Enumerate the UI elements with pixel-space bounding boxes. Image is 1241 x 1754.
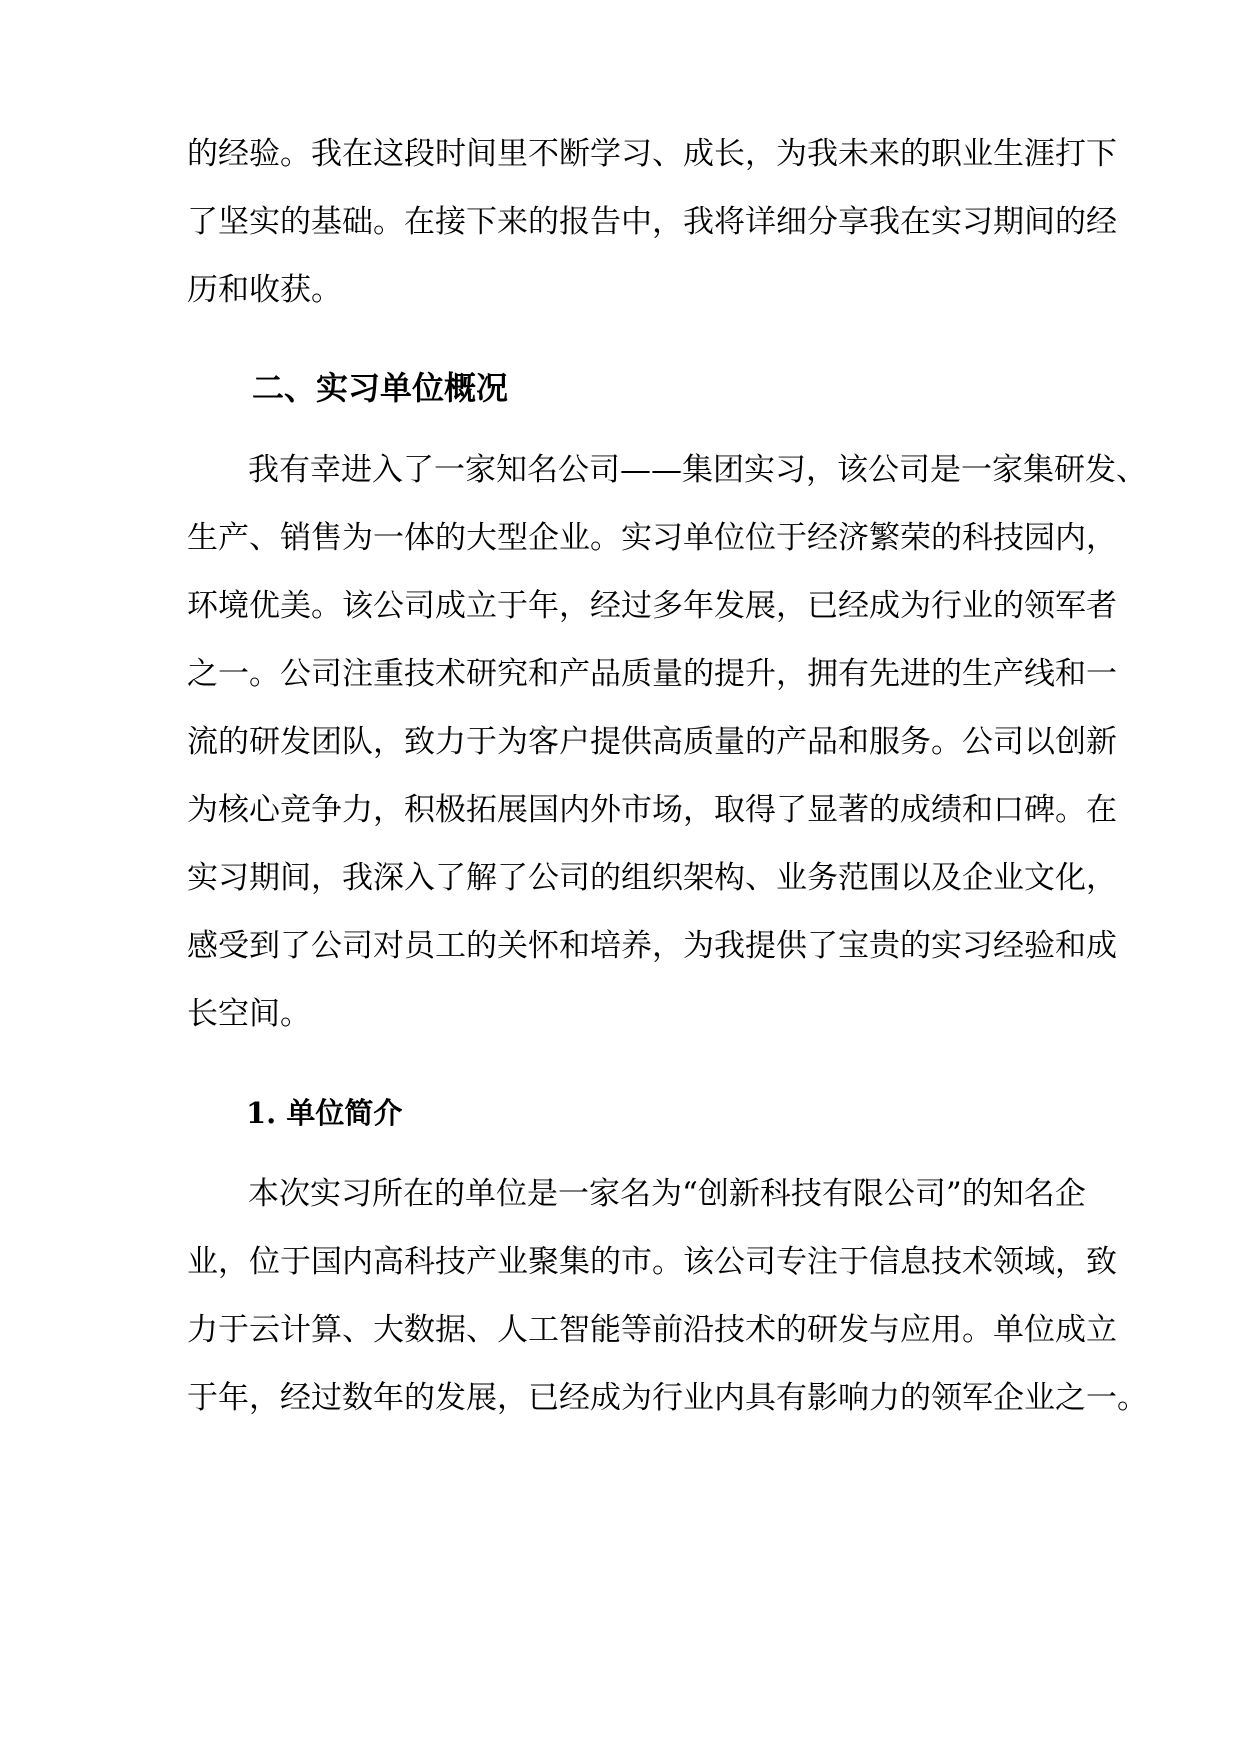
section2-line-6: 为核心竞争力，积极拓展国内外市场，取得了显著的成绩和口碑。在 bbox=[187, 792, 1117, 828]
subsection-line-3: 力于云计算、大数据、人工智能等前沿技术的研发与应用。单位成立 bbox=[187, 1312, 1117, 1348]
subsection-heading: 1. 单位简介 bbox=[246, 1096, 403, 1130]
section2-line-4: 之一。公司注重技术研究和产品质量的提升，拥有先进的生产线和一 bbox=[187, 656, 1117, 692]
section2-line-5: 流的研发团队，致力于为客户提供高质量的产品和服务。公司以创新 bbox=[187, 724, 1117, 760]
section2-line-7: 实习期间，我深入了解了公司的组织架构、业务范围以及企业文化， bbox=[187, 860, 1117, 896]
intro-line-3: 历和收获。 bbox=[187, 272, 342, 308]
intro-line-2: 了坚实的基础。在接下来的报告中，我将详细分享我在实习期间的经 bbox=[187, 204, 1117, 240]
section2-line-3: 环境优美。该公司成立于年，经过多年发展，已经成为行业的领军者 bbox=[187, 588, 1117, 624]
section2-line-1: 我有幸进入了一家知名公司——集团实习，该公司是一家集研发、 bbox=[248, 452, 1147, 488]
subsection-line-2: 业，位于国内高科技产业聚集的市。该公司专注于信息技术领域，致 bbox=[187, 1244, 1117, 1280]
subsection-line-1: 本次实习所在的单位是一家名为“创新科技有限公司”的知名企 bbox=[248, 1176, 1086, 1212]
subsection-line-4: 于年，经过数年的发展，已经成为行业内具有影响力的领军企业之一。 bbox=[187, 1380, 1148, 1416]
section2-line-2: 生产、销售为一体的大型企业。实习单位位于经济繁荣的科技园内， bbox=[187, 520, 1117, 556]
section2-line-9: 长空间。 bbox=[187, 996, 311, 1032]
section-heading: 二、实习单位概况 bbox=[252, 369, 509, 407]
section2-line-8: 感受到了公司对员工的关怀和培养，为我提供了宝贵的实习经验和成 bbox=[187, 928, 1117, 964]
intro-line-1: 的经验。我在这段时间里不断学习、成长，为我未来的职业生涯打下 bbox=[187, 136, 1117, 172]
